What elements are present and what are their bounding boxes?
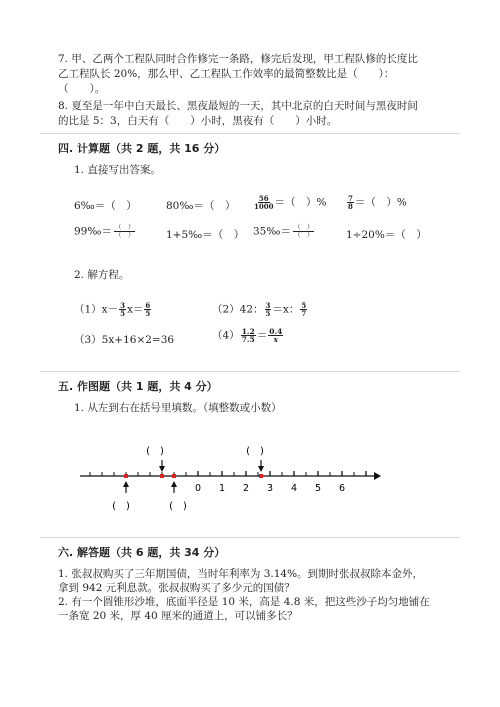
- q8-line2: 的比是 5：3，白天有（ ）小时，黑夜有（ ）小时。: [58, 115, 338, 127]
- number-line-arrowhead: [374, 472, 381, 480]
- q7-line3: （ ）。: [58, 83, 106, 95]
- s6-q2-line1: 2. 有一个圆锥形沙堆，底面半径是 10 米，高是 4.8 米，把这些沙子均匀地铺在: [58, 596, 430, 608]
- eq-text: x＝: [126, 303, 144, 316]
- divider: [40, 371, 460, 372]
- section4-heading: 四. 计算题（共 2 题，共 16 分）: [58, 142, 226, 155]
- answer-bracket: ( ): [246, 446, 264, 457]
- frac-num: 1.2: [241, 327, 255, 336]
- frac-den: 7: [301, 309, 307, 318]
- equation-1: [74, 302, 152, 317]
- tick-label: 2: [242, 483, 250, 494]
- frac-den: 1000: [254, 202, 274, 211]
- blank-num: （ ）: [114, 223, 135, 231]
- calc-r2-c1: [74, 224, 137, 239]
- down-arrow-head: [258, 466, 264, 472]
- divider: [40, 133, 460, 134]
- frac-num: 56: [258, 194, 269, 203]
- tick-label: 4: [290, 483, 298, 494]
- calc-r2-c2: 1+5‰＝（ ）: [166, 229, 245, 241]
- tick-label: 0: [194, 483, 202, 494]
- frac-num: 5: [301, 301, 307, 310]
- frac-den: 5: [265, 309, 271, 318]
- tick-label: 6: [338, 483, 346, 494]
- tick-label: 3: [266, 483, 274, 494]
- eq-text: （1）x－: [74, 303, 119, 316]
- eq-text: （4）: [212, 329, 240, 342]
- eq-text: （2）42：: [212, 303, 264, 316]
- calc-expr: 99‰＝: [74, 225, 112, 238]
- frac-den: 5: [145, 309, 151, 318]
- frac-num: 0.4: [269, 327, 283, 336]
- frac-num: 7: [348, 194, 353, 203]
- q8-line1: 8. 夏至是一年中白天最长、黑夜最短的一天，其中北京的白天时间与黑夜时间: [58, 100, 418, 112]
- number-line: [0, 430, 500, 520]
- marked-point: [172, 474, 176, 478]
- calc-expr: 35‰＝: [253, 225, 291, 238]
- section6-heading: 六. 解答题（共 6 题，共 34 分）: [58, 546, 226, 559]
- answer-bracket: ( ): [112, 501, 130, 512]
- frac-den: 8: [348, 202, 353, 211]
- s6-q2-line2: 一条宽 20 米，厚 40 厘米的通道上，可以铺多长？: [58, 610, 298, 622]
- s5-q1-prompt: 1. 从左到右在括号里填数。（填整数或小数）: [74, 402, 282, 414]
- s6-q1-line1: 1. 张叔叔购买了三年期国债，当时年利率为 3.14%。到期时张叔叔除本金外，: [58, 568, 424, 580]
- calc-r1-c2: 80‰＝（ ）: [166, 200, 236, 212]
- divider: [40, 537, 460, 538]
- calc-r2-c3: [253, 224, 316, 239]
- frac-num: 3: [265, 301, 271, 310]
- tick-label: 5: [314, 483, 322, 494]
- section5-heading: 五. 作图题（共 1 题，共 4 分）: [58, 380, 218, 393]
- frac-num: 3: [120, 301, 125, 310]
- s4-q2-prompt: 2. 解方程。: [74, 269, 130, 281]
- calc-r1-c4: [346, 195, 407, 210]
- answer-bracket: ( ): [169, 501, 187, 512]
- marked-point: [160, 474, 164, 478]
- equation-3: （3）5x+16×2=36: [74, 334, 175, 346]
- frac-num: 6: [145, 301, 151, 310]
- eq-text: ＝: [256, 329, 268, 342]
- up-arrow-head: [171, 481, 177, 487]
- equation-2: [212, 302, 308, 317]
- calc-r2-c4: 1÷20%＝（ ）: [346, 229, 427, 241]
- q7-line1: 7. 甲、乙两个工程队同时合作修完一条路，修完后发现，甲工程队修的长度比: [58, 53, 418, 65]
- calc-r1-c1: 6‰＝（ ）: [74, 200, 137, 212]
- down-arrow-head: [159, 466, 165, 472]
- marked-point: [259, 474, 263, 478]
- s6-q1-line2: 拿到 942 元利息款。张叔叔购买了多少元的国债？: [58, 582, 295, 594]
- q7-line2: 乙工程队长 20%，那么甲、乙工程队工作效率的最简整数比是（ ）：: [58, 68, 395, 80]
- tick-label: 1: [218, 483, 226, 494]
- eq-text: ＝x：: [272, 303, 300, 316]
- frac-den: 7.5: [241, 335, 255, 344]
- s4-q1-prompt: 1. 直接写出答案。: [74, 164, 161, 176]
- frac-den: 5: [120, 309, 125, 318]
- marked-point: [124, 474, 128, 478]
- equation-4: [212, 328, 284, 343]
- calc-r1-c3: [253, 195, 326, 210]
- calc-rest: ＝（ ）%: [274, 196, 327, 209]
- up-arrow-head: [123, 481, 129, 487]
- blank-den: （ ）: [293, 231, 314, 239]
- blank-num: （ ）: [293, 223, 314, 231]
- frac-den: x: [273, 335, 279, 344]
- calc-rest: ＝（ ）%: [354, 196, 407, 209]
- answer-bracket: ( ): [146, 446, 164, 457]
- blank-den: （ ）: [114, 231, 135, 239]
